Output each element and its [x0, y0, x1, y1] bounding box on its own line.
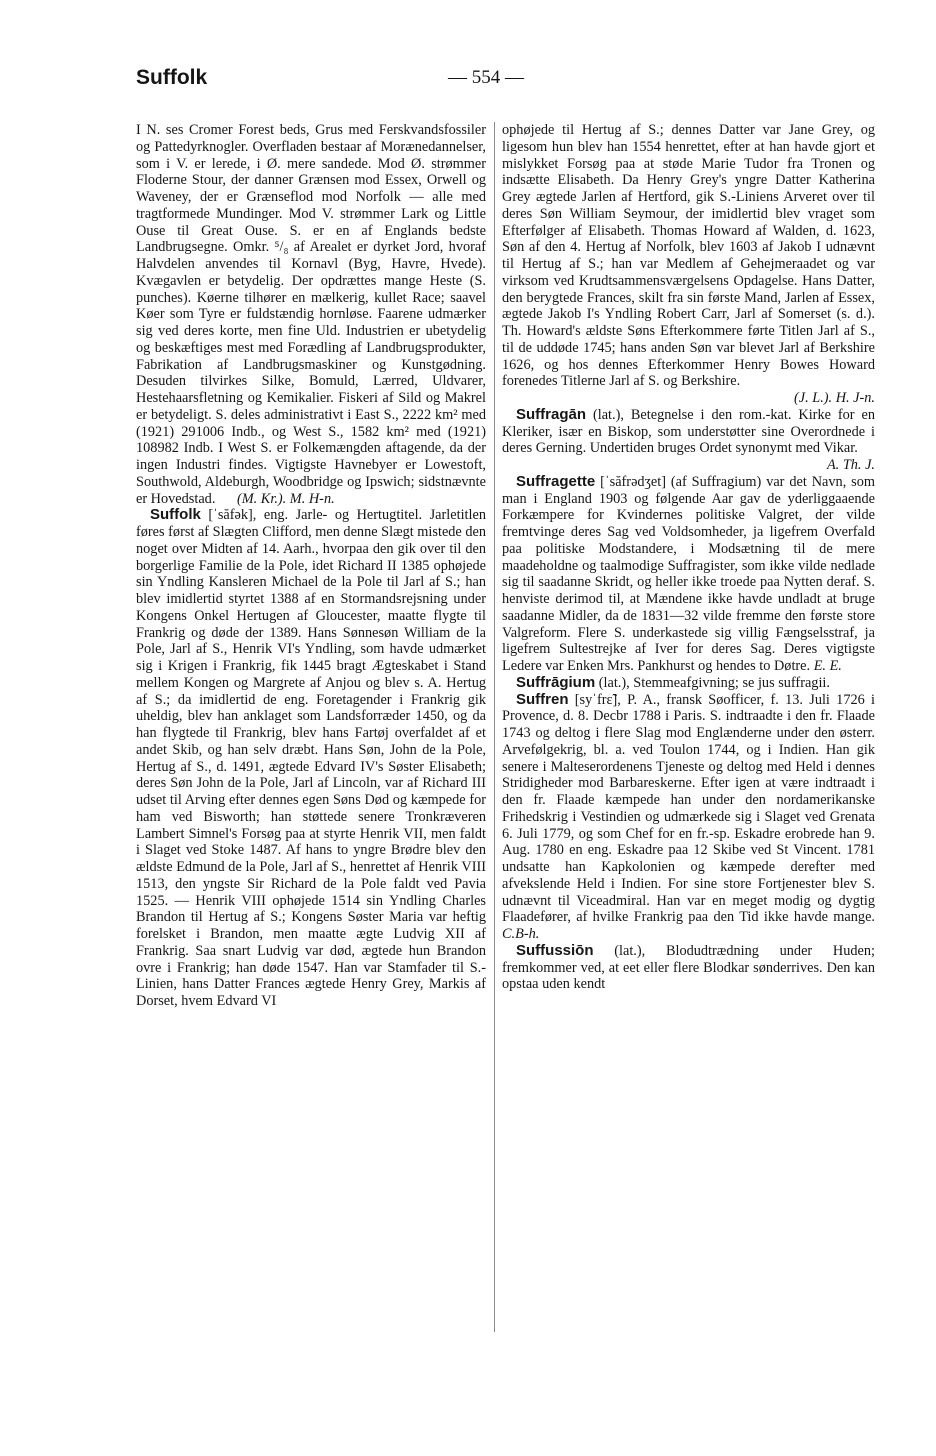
entry-suffussion [502, 943, 875, 993]
continued-entry [136, 122, 486, 507]
entry-suffragium [502, 675, 875, 692]
column-divider [494, 122, 495, 1332]
entry-text: [ˈsăfrədʒet] (af Suffragium) var det Navn, som man i England 1903 og følgende Aar gav de yderliggaaende Forkæmpere for Kvindernes politiske Valgret, der vilde fremtvinge deres Sag ved Voldsomheder, ja ligefrem Overfald paa politiske Modstandere, i Modsætning til de mere maadeholdne og taalmodige Suffragister, som ikke vilde nedlade sig til saadanne Skridt, og heller ikke troede paa Nytten deraf. S. henviste derimod til, at Mændene ikke havde undladt at bruge saadanne Midler, da de 1831—32 vilde fremme den første store Valgreform. Flere S. underkastede sig villig Fængselsstraf, ja ligefrem Sultestrejke af Iver for deres Sag. Deres vigtigste Ledere var Enken Mrs. Pankhurst og hendes to Døtre. [502, 473, 876, 674]
entry-headword: Suffren [516, 690, 569, 708]
entry-text: [syˈfrɛ̃], P. A., fransk Søofficer, f. 13. Juli 1726 i Provence, d. 8. Decbr 1788 i Paris. S. indtraadte i den fr. Flaade 1743 og deltog i flere Slag mod Englænderne under den østerr. Arvefølgekrig, bl. a. ved Toulon 1744, og i Indien. Han gik senere i Malteserordenens Tjeneste og deltog med Held i dennes Stridigheder mod Barbareskerne. Efter igen at være indtraadt i den fr. Flaade kæmpede han under den nordamerikanske Frihedskrig i Vestindien og udmærkede sig i Slaget ved Grenata 6. Juli 1779, og som Chef for en fr.-sp. Eskadre erobrede han 9. Aug. 1780 en eng. Eskadre paa 12 Skibe ved St Vincent. 1781 undsatte han Kapkolonien og kæmpede derefter med afvekslende Held i Indien. For sine store Fortjenester blev S. udnævnt til Viceadmiral. Han var en meget modig og dygtig Flaadefører, af hvilke Frankrig paa den Tid ikke havde mange. [502, 691, 876, 926]
entry-text: (lat.), Stemmeafgivning; se jus suffragii. [598, 674, 830, 691]
running-head: Suffolk [136, 66, 208, 89]
continued-text: I N. ses Cromer Forest beds, Grus med Ferskvandsfossiler og Pattedyrknogler. Overfladen bestaar af Morænedannelser, som i V. er lerede, i Ø. mere sandede. Mod Ø. strømmer Floderne Stour, der danner Grænsen mod Essex, Orwell og Waveney, der er Grænseflod mod Norfolk — alle med tragtformede Mundinger. Mod V. strømmer Lark og Little Ouse til Great Ouse. S. er en af Englands bedste Landbrugsegne. Omkr. ⁵/₈ af Arealet er dyrket Jord, hvoraf Halvdelen anvendes til Kornavl (Byg, Havre, Hvede). Kvægavlen er betydelig. Der opdrættes mange Heste (S. punches). Køerne tilhører en mælkerig, kullet Race; saavel Køer som Tyre er fuldstændig hornløse. Faarene udmærker sig ved deres korte, men fine Uld. Industrien er ubetydelig og beskæftiges mest med Forædling af Landbrugsprodukter, Fabrikation af Landbrugsmaskiner og Kunstgødning. Desuden tilvirkes Silke, Bomuld, Lærred, Uldvarer, Hestehaarsfletning og Kemikalier. Fiskeri af Sild og Makrel er betydeligt. S. deles administrativt i East S., 2222 km² med (1921) 291006 Indb., og West S., 1582 km² med (1921) 108982 Indb. I West S. er Folkemængden aftagende, da der ingen Industri findes. Vigtigste Havnebyer er Lowestoft, Southwold, Aldeburgh, Woodbridge og Ipswich; sidstnævnte er Hovedstad. [136, 122, 486, 507]
entry-signature: A. Th. J. [826, 457, 875, 473]
entry-suffragan [502, 407, 875, 474]
entry-text: [ˈsăfək], eng. Jarle- og Hertugtitel. Jarletitlen føres først af Slægten Clifford, men denne Slægt mistede den noget over Midten af 14. Aarh., hvorpaa den gik over til den borgerlige Familie de la Pole, idet Richard II 1385 ophøjede sin Yndling Kansleren Michael de la Pole til Jarl af S.; han blev imidlertid styrtet 1388 af en Stormandsrejsning under Kongens Onkel Hertugen af Gloucester, maatte flygte til Frankrig og døde der 1389. Hans Sønnesøn William de la Pole, Jarl af S., Henrik VI's Yndling, som havde udmærket sig i Krigen i Frankrig, fik 1445 bragt Ægteskabet i Stand mellem Kongen og Margrete af Anjou og blev s. A. Hertug af S.; da imidlertid de eng. Foretagender i Frankrig gik uheldig, blev han anklaget som Landsforræder 1450, og da han flygtede til Frankrig, blev hans Fartøj overfaldet af et andet Skib, og han selv dræbt. Hans Søn, John de la Pole, Hertug af S., d. 1491, ægtede Edvard IV's Søster Elisabeth; deres Søn John de la Pole, Jarl af Lincoln, var af Richard III udset til Arving efter dennes egen Søns Død og kæmpede for ham ved Bisworth; han støttede senere Tronkræveren Lambert Simnel's Forsøg paa at styrte Henrik VII, men faldt i Slaget ved Stoke 1487. Af hans to yngre Brødre blev den ældste Edmund de la Pole, Jarl af S., henrettet af Henrik VIII 1513, den yngste Sir Richard de la Pole faldt ved Pavia 1525. — Henrik VIII ophøjede 1514 sin Yndling Charles Brandon til Hertug af S.; Kongens Søster Maria var heftig forelsket i Brandon, men maatte ægte Ludvig XII af Frankrig. Saa snart Ludvig var død, ægtede hun Brandon ovre i Frankrig; han døde 1547. Han var Stamfader til S.-Linien, hans Datter Frances ægtede Henry Grey, Markis af Dorset, hvem Edvard VI [136, 507, 486, 1009]
entry-suffren [502, 692, 875, 943]
entry-signature: C.B-h. [502, 926, 540, 942]
right-column [502, 122, 875, 993]
left-column [136, 122, 486, 1010]
entry-text: (lat.), Blodudtrædning under Huden; fremkommer ved, at eet eller flere Blodkar sønderrives. Den kan opstaa uden kendt [502, 942, 876, 993]
entry-suffragette [502, 474, 875, 675]
entry-text: (lat.), Betegnelse i den rom.-kat. Kirke for en Kleriker, især en Biskop, som understøtter sine Overordnede i deres Gerning. Undertiden bruges Ordet synonymt med Vikar. [502, 406, 875, 457]
entry-headword: Suffragān [516, 405, 587, 423]
entry-suffolk [136, 507, 486, 1010]
entry-signature: E. E. [813, 658, 842, 674]
entry-signature: (M. Kr.). M. H-n. [236, 490, 335, 507]
entry-headword: Suffolk [150, 506, 201, 524]
entry-headword: Suffussiōn [516, 941, 594, 959]
entry-signature: (J. L.). H. J-n. [794, 390, 875, 406]
entry-headword: Suffragette [516, 472, 596, 490]
entry-headword: Suffrāgium [516, 673, 596, 691]
continued-entry [502, 122, 875, 407]
page-header [136, 66, 880, 98]
page-number: — 554 — [448, 67, 524, 88]
continued-text: ophøjede til Hertug af S.; dennes Datter var Jane Grey, og ligesom hun blev han 1554 henrettet, efter at han havde gjort et mislykket Forsøg paa at støde Marie Tudor fra Tronen og indsætte Elisabeth. Da Henry Grey's yngre Datter Katherina Grey ægtede Jarlen af Hertford, gik S.-Liniens Arveret over til deres Søn William Seymour, der imidlertid blev vraget som Efterfølger af Elisabeth. Thomas Howard af Walden, d. 1623, Søn af den 4. Hertug af Norfolk, blev 1603 af Jakob I udnævnt til Hertug af S.; han var Medlem af Gehejmeraadet og var virksom ved Krudtsammensværgelsens Opdagelse. Hans Datter, den berygtede Frances, skilt fra sin første Mand, Jarlen af Essex, ægtede Jakob I's Yndling Robert Carr, Jarl af Somerset (s. d.). Th. Howard's ældste Søns Efterkommere førte Titlen Jarl af S., til de uddøde 1745; hans anden Søn var blevet Jarl af Berkshire 1626, og hos dennes Efterkommer Henry Bowes Howard forenedes Titlerne Jarl af S. og Berkshire. [502, 122, 875, 390]
